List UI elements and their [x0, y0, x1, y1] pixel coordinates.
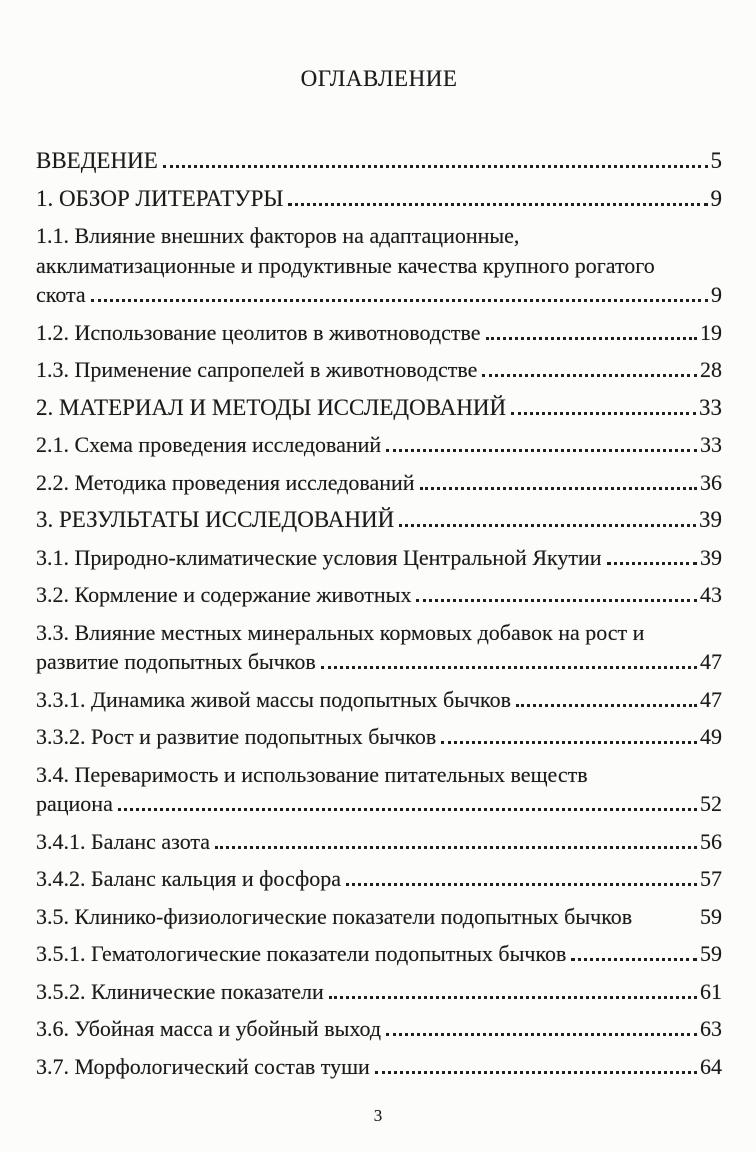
toc-entry-text: 3.1. Природно-климатические условия Центральной Якутии — [36, 544, 602, 570]
toc-dot-leader — [163, 165, 708, 168]
toc-dot-leader — [118, 808, 697, 811]
toc-entry-last-line — [36, 864, 722, 894]
toc-entry — [36, 939, 722, 969]
toc-page-number: 19 — [700, 319, 722, 345]
toc-entry-text: 3.3. Влияние местных минеральных кормовых добавок на рост и — [36, 619, 645, 645]
toc-entry-last-line — [36, 505, 722, 535]
toc-page-number: 28 — [700, 357, 722, 382]
toc-list — [36, 146, 722, 1081]
toc-dot-leader — [321, 666, 697, 669]
toc-dot-leader — [91, 299, 708, 302]
toc-page-number: 39 — [700, 544, 722, 570]
toc-entry-text: 3.4.1. Баланс азота — [36, 828, 211, 854]
toc-dot-leader — [441, 741, 697, 744]
toc-entry-last-line — [36, 580, 722, 610]
toc-dot-leader — [607, 562, 697, 565]
toc-dot-leader — [399, 524, 696, 527]
toc-entry-last-line — [36, 977, 722, 1007]
toc-entry-last-line — [36, 647, 722, 677]
toc-entry-last-line — [36, 685, 722, 715]
toc-dot-leader — [486, 337, 698, 340]
toc-entry — [36, 1052, 722, 1082]
toc-entry-last-line — [36, 184, 722, 214]
toc-entry-text: 1.3. Применение сапропелей в животноводстве — [36, 357, 478, 382]
toc-entry-last-line — [36, 468, 722, 498]
toc-entry — [36, 722, 722, 752]
toc-entry — [36, 977, 722, 1007]
toc-page-number: 57 — [700, 866, 722, 891]
toc-entry-text: 3.3.2. Рост и развитие подопытных бычков — [36, 724, 437, 749]
toc-entry-last-line — [36, 393, 722, 423]
toc-entry — [36, 580, 722, 610]
toc-page-number: 52 — [700, 791, 722, 816]
toc-entry-last-line — [36, 318, 722, 348]
toc-page-number: 49 — [700, 724, 722, 749]
toc-page-number: 59 — [700, 903, 722, 929]
toc-entry-text: ВВЕДЕНИЕ — [36, 148, 158, 173]
toc-page-number: 56 — [700, 828, 722, 854]
toc-dot-leader — [511, 412, 696, 415]
toc-entry-text: акклиматизационные и продуктивные качества крупного рогатого — [36, 252, 655, 278]
toc-dot-leader — [420, 487, 697, 490]
toc-entry-text: 3.5.1. Гематологические показатели подопытных бычков — [36, 941, 567, 966]
toc-dot-leader — [416, 599, 697, 602]
toc-page-number: 33 — [700, 432, 722, 457]
toc-entry — [36, 827, 722, 857]
toc-entry-text: 2.2. Методика проведения исследований — [36, 469, 415, 495]
toc-entry-text: 2. МАТЕРИАЛ И МЕТОДЫ ИССЛЕДОВАНИЙ — [36, 394, 507, 420]
toc-entry-last-line — [36, 722, 722, 752]
toc-entry-text: 1.1. Влияние внешних факторов на адаптационные, — [36, 223, 520, 248]
toc-entry — [36, 864, 722, 894]
toc-entry — [36, 184, 722, 214]
toc-entry — [36, 902, 722, 932]
toc-entry-text: рациона — [36, 791, 113, 816]
toc-page-number: 39 — [699, 507, 722, 532]
toc-entry — [36, 393, 722, 423]
toc-dot-leader — [375, 1071, 697, 1074]
toc-entry-text: 3.5. Клинико-физиологические показатели подопытных бычков — [36, 903, 633, 929]
toc-dot-leader — [482, 374, 697, 377]
toc-entry — [36, 505, 722, 535]
toc-dot-leader — [288, 203, 707, 206]
toc-entry-text: развитие подопытных бычков — [36, 649, 316, 674]
toc-entry-last-line — [36, 1052, 722, 1082]
toc-dot-leader — [516, 704, 697, 707]
toc-entry — [36, 543, 722, 573]
toc-entry — [36, 1014, 722, 1044]
toc-page-number: 63 — [700, 1016, 722, 1041]
toc-entry-text: 3.6. Убойная масса и убойный выход — [36, 1016, 382, 1041]
toc-page-number: 33 — [699, 394, 722, 420]
toc-page-number: 61 — [700, 978, 722, 1004]
toc-page-number: 47 — [700, 649, 722, 674]
toc-entry-last-line — [36, 355, 722, 385]
toc-entry-last-line — [36, 827, 722, 857]
toc-entry — [36, 146, 722, 176]
toc-entry-text: 3.7. Морфологический состав туши — [36, 1053, 370, 1079]
toc-entry-last-line — [36, 902, 722, 932]
toc-entry-text: 3.4.2. Баланс кальция и фосфора — [36, 866, 341, 891]
toc-entry-last-line — [36, 789, 722, 819]
toc-entry-last-line — [36, 146, 722, 176]
toc-entry — [36, 355, 722, 385]
toc-dot-leader — [571, 958, 697, 961]
toc-entry — [36, 468, 722, 498]
toc-dot-leader — [346, 883, 697, 886]
toc-entry — [36, 221, 722, 310]
toc-page-number: 64 — [700, 1053, 722, 1079]
toc-entry-text: 2.1. Схема проведения исследований — [36, 432, 382, 457]
toc-entry — [36, 685, 722, 715]
toc-dot-leader — [386, 1033, 697, 1036]
toc-entry-text: 3.4. Переваримость и использование питательных веществ — [36, 761, 588, 787]
toc-entry-last-line — [36, 1014, 722, 1044]
toc-entry-text: скота — [36, 282, 86, 307]
toc-page-number: 9 — [710, 185, 722, 211]
toc-entry-last-line — [36, 430, 722, 460]
toc-page-number: 47 — [700, 686, 722, 712]
toc-entry-text: 3.3.1. Динамика живой массы подопытных бычков — [36, 686, 512, 712]
toc-page-number: 36 — [700, 469, 722, 495]
page-title: ОГЛАВЛЕНИЕ — [300, 66, 458, 91]
toc-entry-text: 1. ОБЗОР ЛИТЕРАТУРЫ — [36, 185, 284, 211]
toc-entry-text: 3. РЕЗУЛЬТАТЫ ИССЛЕДОВАНИЙ — [36, 507, 395, 532]
toc-entry — [36, 618, 722, 677]
toc-entry-last-line — [36, 939, 722, 969]
toc-entry-text: 3.5.2. Клинические показатели — [36, 978, 324, 1004]
toc-page-number: 5 — [710, 148, 722, 173]
toc-entry-last-line — [36, 280, 722, 310]
toc-entry — [36, 318, 722, 348]
page-number: 3 — [373, 1106, 383, 1125]
toc-dot-leader — [215, 846, 697, 849]
toc-dot-leader — [329, 996, 697, 999]
toc-entry-text: 3.2. Кормление и содержание животных — [36, 582, 412, 607]
toc-dot-leader — [386, 449, 697, 452]
toc-entry-last-line — [36, 543, 722, 573]
toc-page-number: 59 — [700, 941, 722, 966]
toc-entry — [36, 760, 722, 819]
toc-page-number: 9 — [711, 282, 722, 307]
toc-entry — [36, 430, 722, 460]
toc-page-number: 43 — [700, 582, 722, 607]
toc-entry-text: 1.2. Использование цеолитов в животноводстве — [36, 319, 481, 345]
